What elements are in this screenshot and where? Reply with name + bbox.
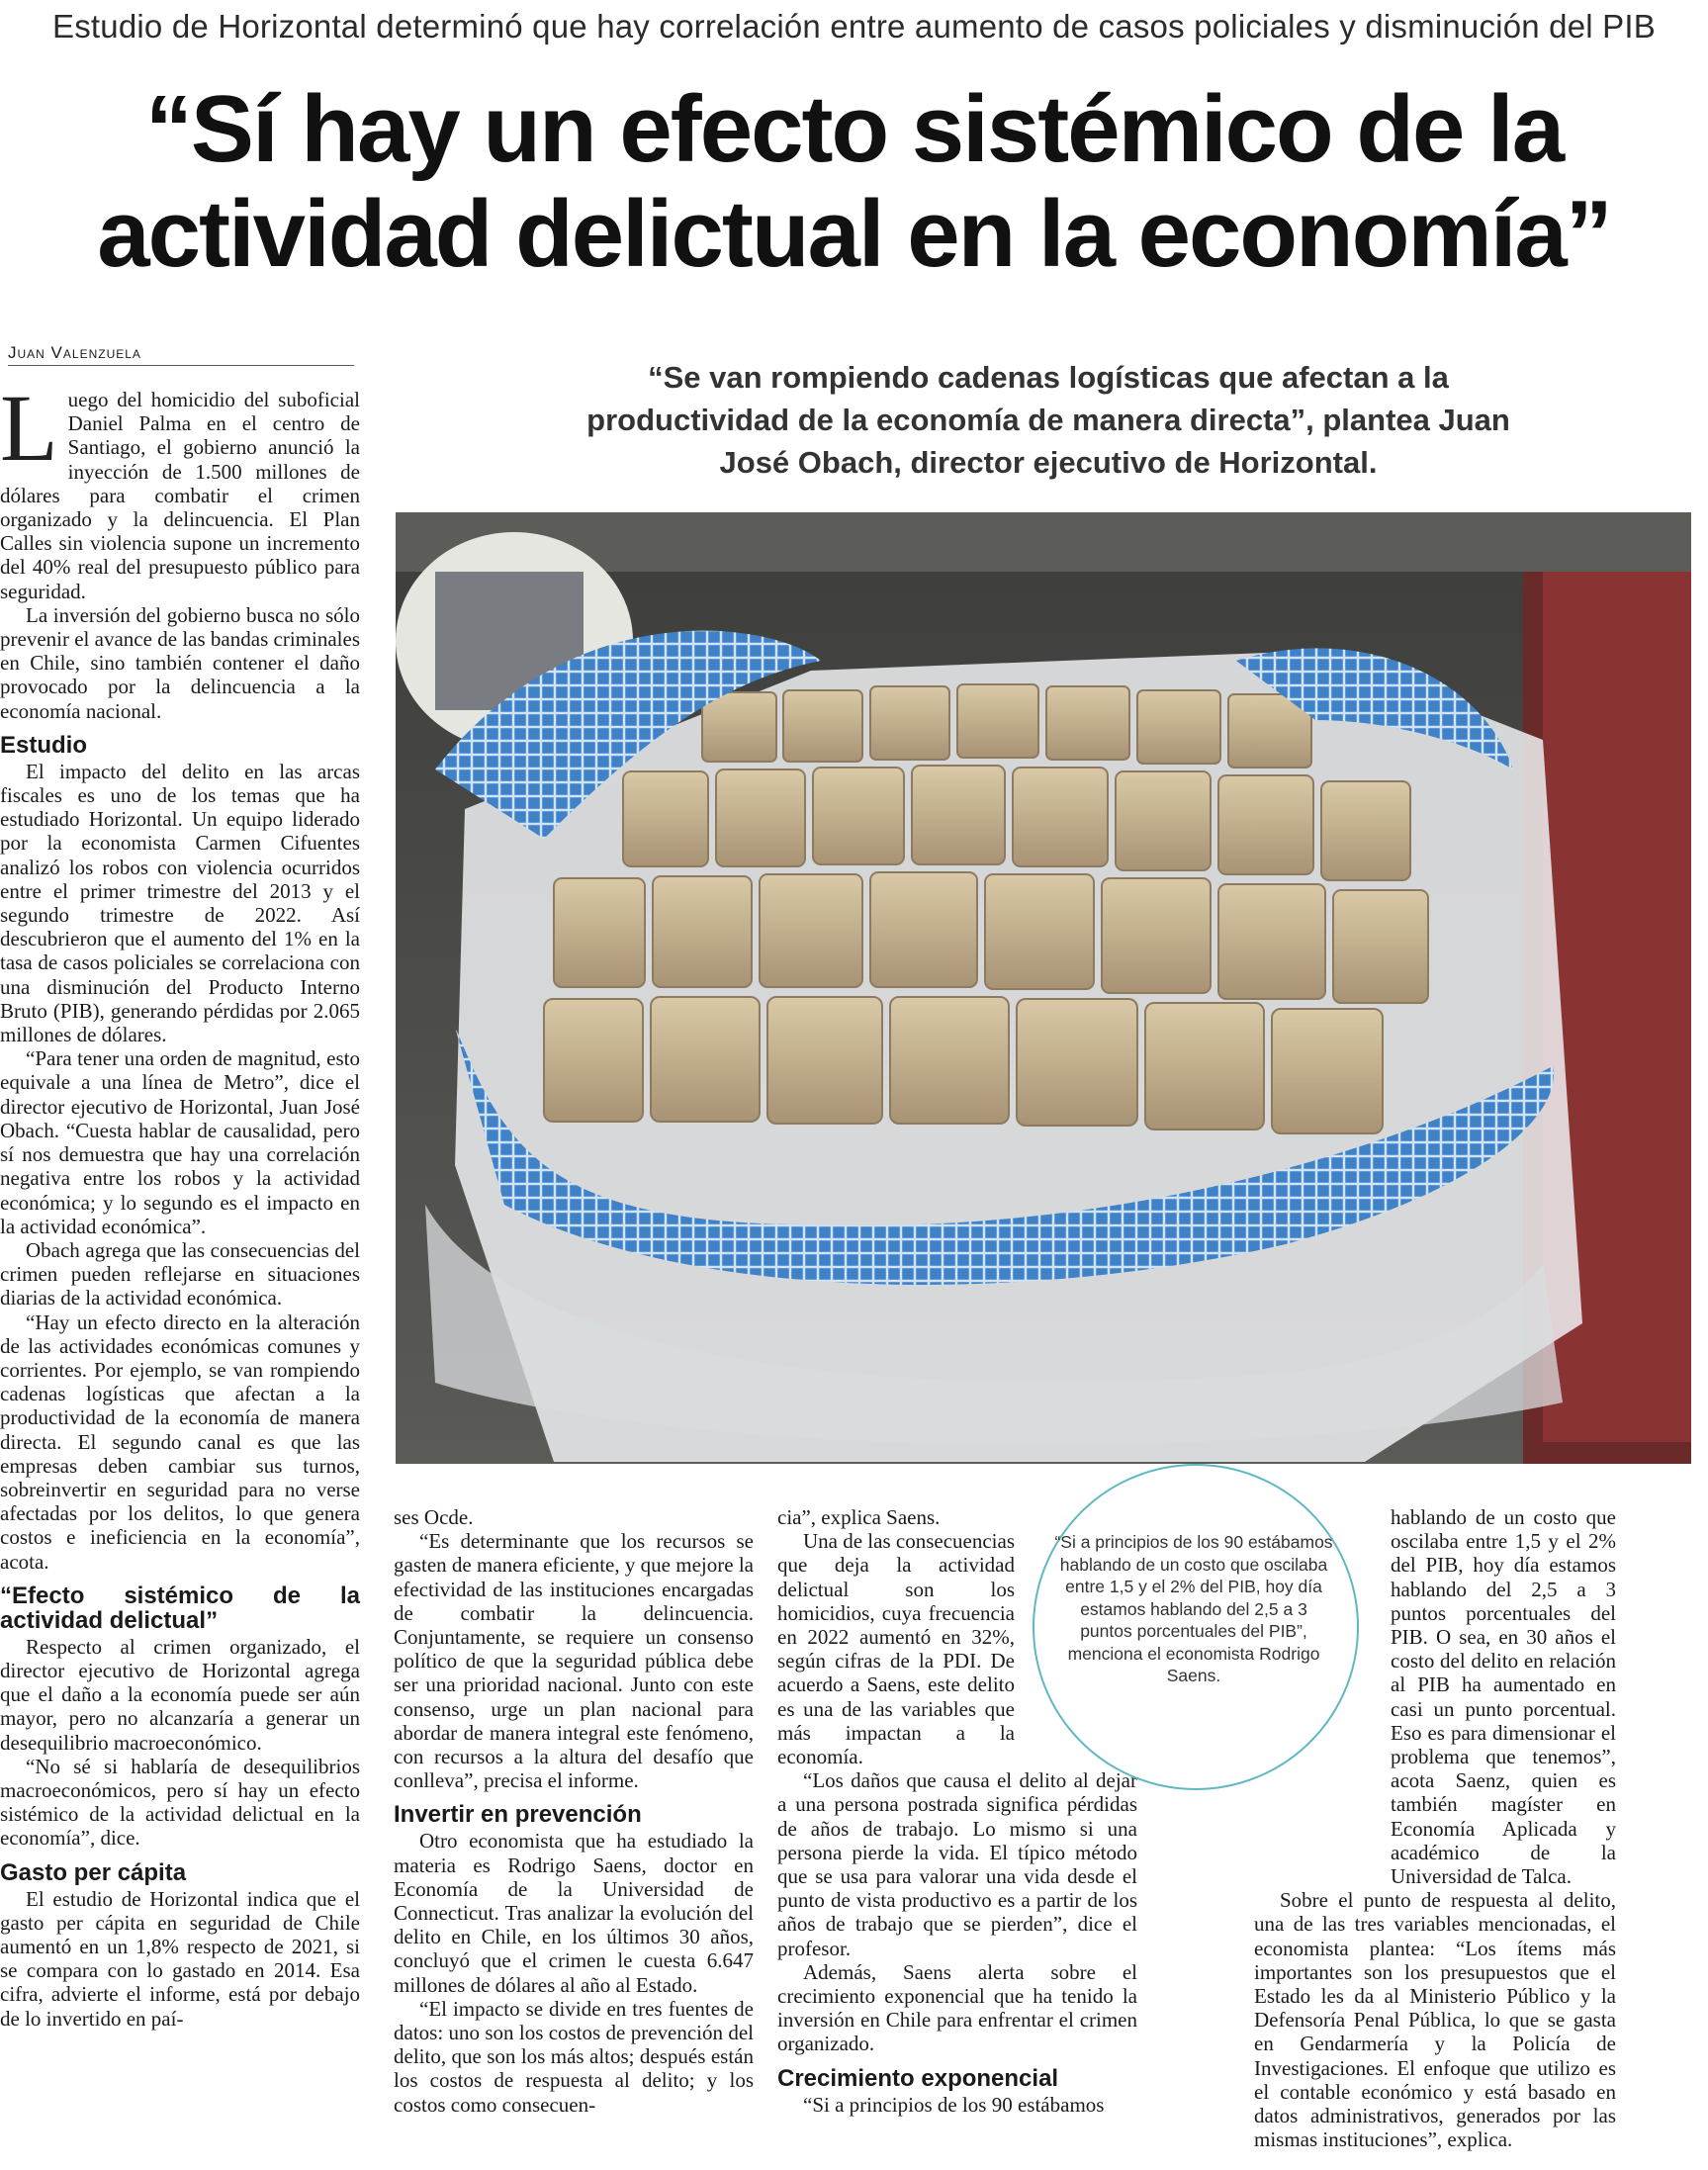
- subhead-estudio: Estudio: [0, 731, 87, 759]
- paragraph: Además, Saens alerta sobre el crecimiento exponencial que ha tenido la inversión en Chile para enfrentar el crimen organizado.: [777, 1959, 1137, 2056]
- pull-quote-line-1: “Se van rompiendo cadenas logísticas que afectan a la: [648, 360, 1449, 395]
- paragraph: “Los daños que causa el delito al dejar a una persona postrada significa pérdidas de años de trabajo. Lo mismo si una persona pierde la vida. El típico método que se usa para valorar una vida desde el punto de vista productivo es a partir de los años de trabajo que se pierden”, dice el profesor.: [777, 1768, 1137, 1960]
- paragraph: Obach agrega que las consecuencias del crimen pueden reflejarse en situaciones diarias de la actividad económica.: [0, 1237, 360, 1311]
- column-2: [394, 1505, 754, 2117]
- column-1: [0, 375, 360, 2031]
- headline-line-1: “Sí hay un efecto sistémico de la: [144, 76, 1564, 182]
- circle-quote-text: “Si a principios de los 90 estábamos hablando de un costo que oscilaba entre 1,5 y el 2% del PIB, hoy día estamos hablando del 2,5 a 3 puntos porcentuales del PIB”, menciona el economista Rodrigo Saens.: [1054, 1532, 1333, 1685]
- paragraph: Sobre el punto de respuesta al delito, una de las tres variables mencionadas, el economista plantea: “Los ítems más importantes son los presupuestos que el Estado les da al Ministerio Público y la Defensoría Penal Pública, lo que se gasta en Gendarmería y la Policía de Investigaciones. El enfoque que utilizo es el contable económico y está basado en datos administrativos, generados por las mismas instituciones”, explica.: [1254, 1888, 1616, 2152]
- paragraph: “Para tener una orden de magnitud, esto equivale a una línea de Metro”, dice el director ejecutivo de Horizontal, Juan José Obach. “Cuesta hablar de causalidad, pero sí nos demuestra que hay una correlación negativa entre los robos y la actividad económica; y lo segundo es el impacto en la actividad económica”.: [0, 1046, 360, 1238]
- kicker: Estudio de Horizontal determinó que hay correlación entre aumento de casos policiales y disminución del PIB: [52, 8, 1656, 45]
- subhead-efecto: “Efecto sistémico de la actividad delictual”: [0, 1582, 360, 1634]
- paragraph: “Hay un efecto directo en la alteración de las actividades económicas comunes y corrientes. Por ejemplo, se van rompiendo cadenas logísticas que afectan a la productividad de la economía de manera directa. El segundo canal es que las empresas deben cambiar sus turnos, sobreinvertir en seguridad para no verse afectadas por los delitos, lo que genera costos e ineficiencia en la economía”, acota.: [0, 1310, 360, 1574]
- paragraph: Respecto al crimen organizado, el director ejecutivo de Horizontal agrega que el daño a la economía puede ser aún mayor, pero no alcanzaría a generar un desequilibrio macroeconómico.: [0, 1634, 360, 1755]
- paragraph: hablando de un costo que oscilaba entre 1,5 y el 2% del PIB, hoy día estamos hablando del 2,5 a 3 puntos porcentuales del PIB. O sea, en 30 años el costo del delito en relación al PIB ha aumentado en casi un punto porcentual. Eso es para dimensionar el problema que tenemos”, acota Saenz, quien es también magíster en Economía Aplicada y académico de la Universidad de Talca.: [1391, 1505, 1616, 1889]
- headline: [0, 77, 1708, 287]
- subhead-crecimiento: Crecimiento exponencial: [777, 2064, 1059, 2092]
- paragraph: El estudio de Horizontal indica que el gasto per cápita en seguridad de Chile aumentó en un 1,8% respecto de 2021, si se compara con lo gastado en 2014. Esa cifra, advierte el informe, está por debajo de lo invertido en paí-: [0, 1886, 360, 2031]
- pull-quote-line-3: José Obach, director ejecutivo de Horizontal.: [719, 445, 1378, 480]
- drop-cap: L: [0, 375, 58, 481]
- pull-quote: [514, 356, 1582, 484]
- lead-text: uego del homicidio del suboficial Daniel Palma en el centro de Santiago, el gobierno anunció la inyección de 1.500 millones de dólares para combatir el crimen organizado y la delincuencia. El Plan Calles sin violencia supone un incremento del 40% real del presupuesto público para seguridad.: [0, 388, 360, 603]
- paragraph: “No sé si hablaría de desequilibrios macroeconómicos, pero sí hay un efecto sistémico de la actividad delictual en la economía”, dice.: [0, 1754, 360, 1851]
- paragraph: “El impacto se divide en tres fuentes de datos: uno son los costos de prevención del delito, que son los más altos; después están los costos de respuesta al delito; y los costos como consecuen-: [394, 1996, 754, 2117]
- paragraph: cia”, explica Saens.: [777, 1505, 941, 1529]
- headline-line-2: actividad delictual en la economía”: [97, 181, 1611, 287]
- paragraph: La inversión del gobierno busca no sólo prevenir el avance de las bandas criminales en Chile, sino también contener el daño provocado por la delincuencia a la economía nacional.: [0, 602, 360, 723]
- subhead-gasto: Gasto per cápita: [0, 1858, 187, 1886]
- subhead-invertir: Invertir en prevención: [394, 1801, 642, 1829]
- paragraph: Otro economista que ha estudiado la materia es Rodrigo Saens, doctor en Economía de la Universidad de Connecticut. Tras analizar la evolución del delito en Chile, en los últimos 30 años, concluyó que el crimen le cuesta 6.647 millones de dólares al año al Estado.: [394, 1829, 754, 1997]
- article-photo: [396, 512, 1691, 1464]
- paragraph: ses Ocde.: [394, 1505, 474, 1529]
- paragraph: Una de las consecuencias que deja la actividad delictual son los homicidios, cuya frecuencia en 2022 aumentó en 32%, según cifras de la PDI. De acuerdo a Saens, este delito es una de las variables que más impactan a la economía.: [777, 1529, 1015, 1769]
- lead-paragraph: [0, 375, 360, 603]
- paragraph: “Si a principios de los 90 estábamos: [803, 2092, 1105, 2117]
- byline: Juan Valenzuela: [8, 343, 354, 366]
- paragraph: “Es determinante que los recursos se gasten de manera eficiente, y que mejore la efectividad de las instituciones encargadas de combatir la delincuencia. Conjuntamente, se requiere un consenso político de que la seguridad pública debe ser una prioridad nacional. Junto con este consenso, urge un plan nacional para abordar de manera integral este fenómeno, con recursos a la altura del desafío que conlleva”, precisa el informe.: [394, 1529, 754, 1793]
- drug-packages-photo: [396, 512, 1691, 1464]
- pull-quote-line-2: productividad de la economía de manera directa”, plantea Juan: [586, 403, 1510, 437]
- paragraph: El impacto del delito en las arcas fiscales es uno de los temas que ha estudiado Horizontal. Un equipo liderado por la economista Carmen Cifuentes analizó los robos con violencia ocurridos entre el primer trimestre del 2013 y el segundo trimestre de 2022. Así descubrieron que el aumento del 1% en la tasa de casos policiales se correlaciona con una disminución del Producto Interno Bruto (PIB), generando pérdidas por 2.065 millones de dólares.: [0, 759, 360, 1047]
